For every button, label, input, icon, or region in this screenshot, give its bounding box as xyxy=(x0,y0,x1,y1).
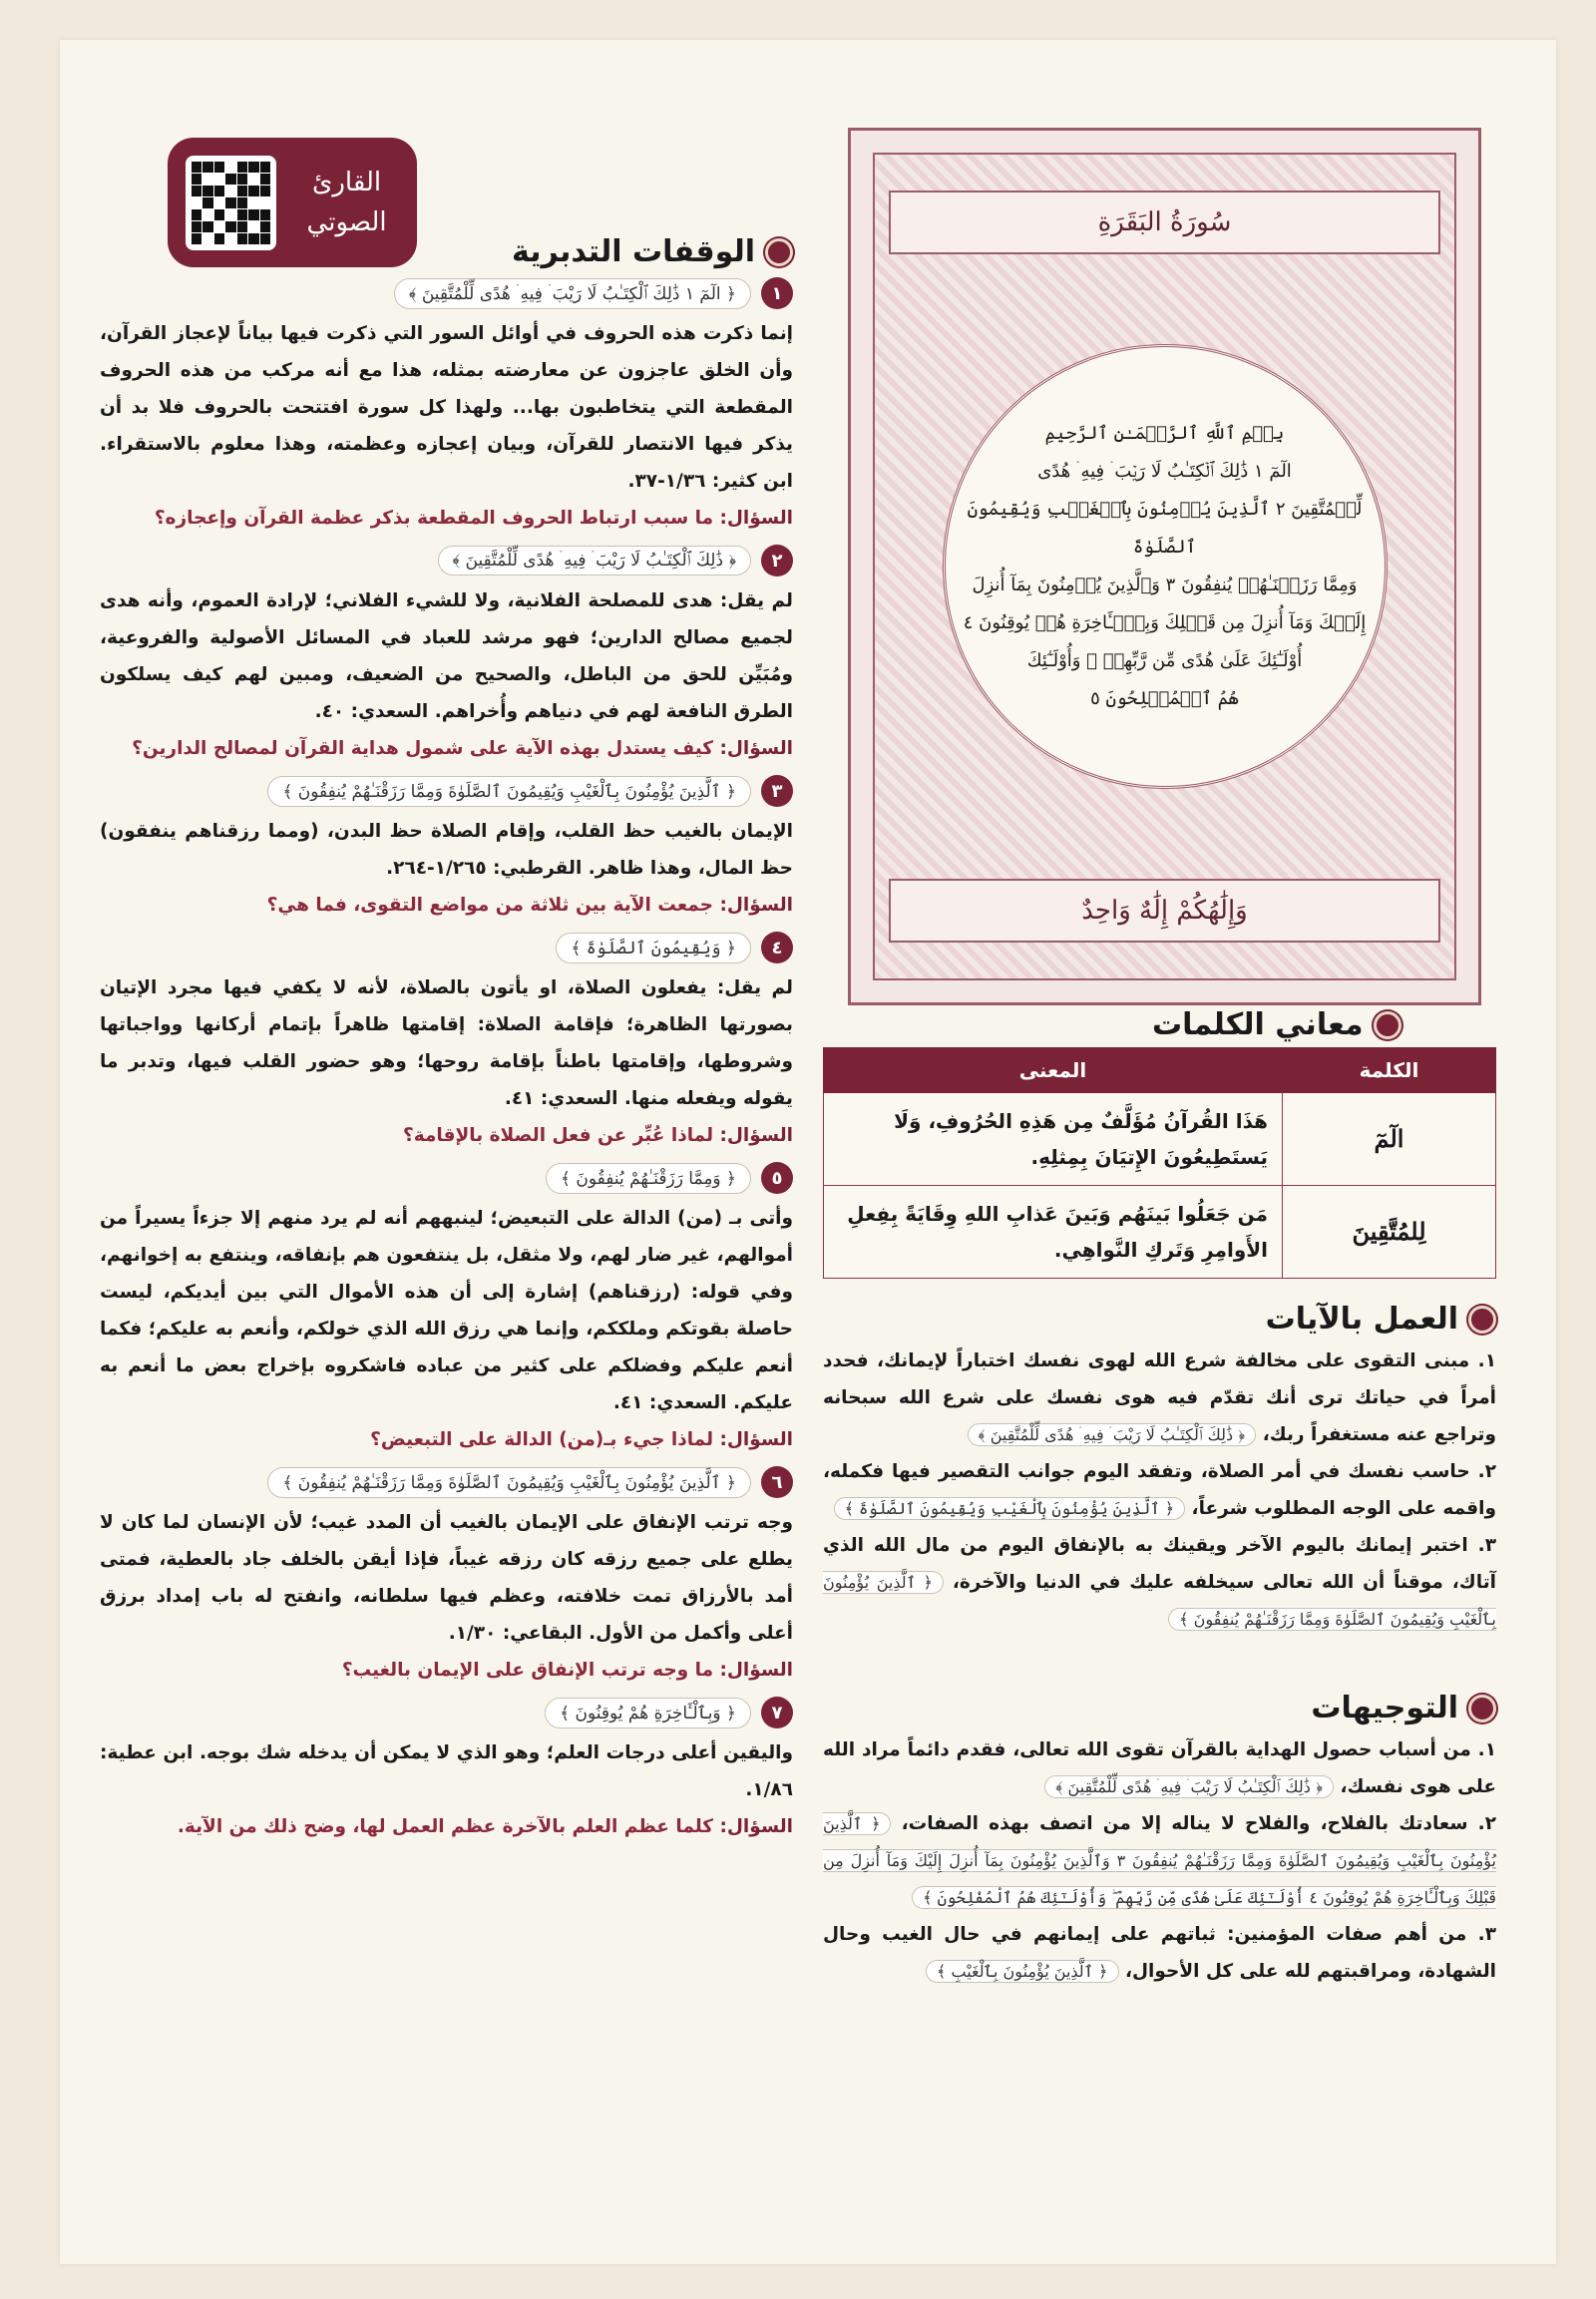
section-bullet-icon xyxy=(1468,1306,1496,1334)
amal-title: العمل بالآيات xyxy=(1265,1302,1458,1337)
question-label: السؤال: xyxy=(719,1660,793,1681)
question-label: السؤال: xyxy=(719,738,793,759)
tadabbur-list xyxy=(100,277,793,1845)
ayah-quote: ﴿ ذَٰلِكَ ٱلْكِتَـٰبُ لَا رَيْبَ ۛ فِيهِ ۛ هُدًى لِّلْمُتَّقِينَ ﴾ xyxy=(1044,1775,1334,1798)
question xyxy=(100,1808,793,1845)
list-item xyxy=(823,1805,1496,1916)
tadabbur-item xyxy=(100,932,793,1154)
question-label: السؤال: xyxy=(719,508,793,529)
item-number: ٤ xyxy=(761,932,793,963)
tawjihat-title: التوجيهات xyxy=(1311,1691,1458,1725)
ayah-line xyxy=(100,1697,793,1728)
section-bullet-icon xyxy=(1374,1011,1401,1039)
question-label: السؤال: xyxy=(719,1429,793,1450)
tadabbur-item xyxy=(100,1697,793,1845)
ayah-quote: ﴿ وَمِمَّا رَزَقْنَـٰهُمْ يُنفِقُونَ ﴾ xyxy=(546,1163,751,1194)
list-item xyxy=(823,1916,1496,1990)
item-number: ٧ xyxy=(761,1697,793,1728)
words-title: معاني الكلمات xyxy=(1152,1007,1364,1042)
ayah-quote: ﴿ ٱلَّذِينَ يُؤْمِنُونَ بِٱلْغَيْبِ وَيُقِيمُونَ ٱلصَّلَوٰةَ وَمِمَّا رَزَقْنَـٰهُمْ يُنفِقُونَ ﴾ xyxy=(267,776,751,807)
meaning-cell: هَذَا القُرآنُ مُؤَلَّفٌ مِن هَذِهِ الحُرُوفِ، وَلَا يَستَطِيعُونَ الإِتيَانَ بِمِثلِهِ. xyxy=(824,1093,1283,1186)
commentary-text: لم يقل: هدى للمصلحة الفلانية، ولا للشيء الفلاني؛ لإرادة العموم، وأنه هدى لجميع مصالح الدارين؛ فهو مرشد للعباد في المسائل الأصولية والفروعية، ومُبَيِّن للحق من الباطل، والصحيح من الضعيف، ومبين لهم كيف يسلكون الطرق النافعة لهم في دنياهم وأُخراهم. السعدي: ٤٠. xyxy=(100,590,793,722)
table-row xyxy=(824,1186,1496,1279)
ayah-quote: ﴿ وَبِٱلْـَٔاخِرَةِ هُمْ يُوقِنُونَ ﴾ xyxy=(545,1698,751,1728)
sura-footer-band xyxy=(889,879,1440,943)
question-text: كيف يستدل بهذه الآية على شمول هداية القرآن لمصالح الدارين؟ xyxy=(132,738,714,759)
amal-header xyxy=(823,1302,1496,1337)
question-text: ما سبب ارتباط الحروف المقطعة بذكر عظمة القرآن وإعجازه؟ xyxy=(154,508,714,529)
words-table xyxy=(823,1047,1496,1279)
question-label: السؤال: xyxy=(719,1125,793,1146)
ayah-line xyxy=(100,1466,793,1498)
sura-title: سُورَةُ البَقَرَةِ xyxy=(1097,207,1232,237)
sura-text-circle xyxy=(943,344,1388,789)
question xyxy=(100,1117,793,1154)
commentary-text: واليقين أعلى درجات العلم؛ وهو الذي لا يمكن أن يدخله شك بوجه. ابن عطية: ١/٨٦. xyxy=(100,1742,793,1800)
audio-reader-label-line1: القارئ xyxy=(311,168,382,197)
sura-footer: وَإِلَٰهُكُمْ إِلَٰهٌ وَاحِدٌ xyxy=(1081,896,1248,926)
tadabbur-header xyxy=(100,234,793,269)
ayah-quote: ﴿ ٱلَّذِينَ يُؤْمِنُونَ بِٱلْغَيْبِ وَيُقِيمُونَ ٱلصَّلَوٰةَ ﴾ xyxy=(834,1497,1186,1520)
question-label: السؤال: xyxy=(719,895,793,916)
ayah-line xyxy=(100,1162,793,1194)
amal-section xyxy=(823,1302,1496,1638)
ayah-quote: ﴿ ذَٰلِكَ ٱلْكِتَـٰبُ لَا رَيْبَ ۛ فِيهِ ۛ هُدًى لِّلْمُتَّقِينَ ﴾ xyxy=(968,1423,1257,1446)
commentary-text: وأتى بـ (من) الدالة على التبعيض؛ لينبههم أنه لم يرد منهم إلا جزءاً يسيراً من أموالهم، غير ضار لهم، ولا مثقل، بل ينتفعون هم بإنفاقه، وينتفع به إخوانهم، وفي قوله: (رزقناهم) إشارة إلى أن هذه الأموال التي بين أيديكم، ليست حاصلة بقوتكم وملككم، وإنما هي رزق الله الذي خولكم، وأنعم به عليكم؛ فكما أنعم عليكم وفضلكم على كثير من عباده فاشكروه بإخراج بعض ما أنعم به عليكم. السعدي: ٤١. xyxy=(100,1208,793,1413)
ayah-quote: ﴿ ٱلَّذِينَ يُؤْمِنُونَ بِٱلْغَيْبِ وَيُقِيمُونَ ٱلصَّلَوٰةَ وَمِمَّا رَزَقْنَـٰهُمْ يُنفِقُونَ ﴾ xyxy=(823,1573,1496,1629)
tadabbur-title: الوقفات التدبرية xyxy=(512,234,755,269)
tawjihat-section xyxy=(823,1691,1496,1990)
item-number: ٦ xyxy=(761,1466,793,1498)
mushaf-frame xyxy=(848,128,1481,1005)
ayah-quote: ﴿ ٱلَّذِينَ يُؤْمِنُونَ بِٱلْغَيْبِ وَيُقِيمُونَ ٱلصَّلَوٰةَ وَمِمَّا رَزَقْنَـٰهُمْ يُنفِقُونَ ٣ وَٱلَّذِينَ يُؤْمِنُونَ بِمَآ أُنزِلَ إِلَيْكَ وَمَآ أُنزِلَ مِن قَبْلِكَ وَبِٱلْـَٔاخِرَةِ هُمْ يُوقِنُونَ ٤ أُوْلَـٰٓئِكَ عَلَىٰ هُدًى مِّن رَّبِّهِمْ ۖ وَأُوْلَـٰٓئِكَ هُمُ ٱلْمُفْلِحُونَ ﴾ xyxy=(823,1814,1496,1907)
col-word: الكلمة xyxy=(1283,1048,1496,1093)
list-item xyxy=(823,1342,1496,1453)
tadabbur-item xyxy=(100,1162,793,1458)
question-text: ما وجه ترتب الإنفاق على الإيمان بالغيب؟ xyxy=(341,1660,714,1681)
ayah-line xyxy=(100,932,793,963)
question-text: كلما عظم العلم بالآخرة عظم العمل لها، وضح ذلك من الآية. xyxy=(177,1816,714,1837)
list-item xyxy=(823,1453,1496,1527)
question-text: جمعت الآية بين ثلاثة من مواضع التقوى، فما هي؟ xyxy=(266,895,714,916)
tawjihat-list xyxy=(823,1731,1496,1990)
tadabbur-item xyxy=(100,277,793,537)
commentary-text: لم يقل: يفعلون الصلاة، او يأتون بالصلاة، لأنه لا يكفي فيها مجرد الإتيان بصورتها الظاهرة؛ فإقامة الصلاة: إقامتها ظاهراً بإتمام أركانها وواجباتها وشروطها، وإقامتها باطناً بإقامة روحها؛ وهو حضور القلب فيها، وتدبر ما يقوله ويفعله منها. السعدي: ٤١. xyxy=(100,977,793,1109)
sura-line: إِلَيۡكَ وَمَآ أُنزِلَ مِن قَبۡلِكَ وَبِٱلۡـَٔاخِرَةِ هُمۡ يُوقِنُونَ ٤ xyxy=(963,612,1367,633)
question-text: لماذا عُبِّر عن فعل الصلاة بالإقامة؟ xyxy=(403,1125,714,1146)
list-item xyxy=(823,1527,1496,1638)
col-meaning: المعنى xyxy=(824,1048,1283,1093)
section-bullet-icon xyxy=(1468,1695,1496,1723)
ayah-quote: ﴿ ٱلَّذِينَ يُؤْمِنُونَ بِٱلْغَيْبِ وَيُقِيمُونَ ٱلصَّلَوٰةَ وَمِمَّا رَزَقْنَـٰهُمْ يُنفِقُونَ ﴾ xyxy=(267,1467,751,1498)
word-cell: لِلمُتَّقِينَ xyxy=(1283,1186,1496,1279)
tadabbur-item xyxy=(100,1466,793,1689)
ayah-quote: ﴿ ٱلَّذِينَ يُؤْمِنُونَ بِٱلْغَيْبِ ﴾ xyxy=(926,1960,1118,1983)
sura-line: أُوْلَـٰٓئِكَ عَلَىٰ هُدًى مِّن رَّبِّهِمۡ ۖ وَأُوْلَـٰٓئِكَ xyxy=(1026,650,1303,671)
amal-list xyxy=(823,1342,1496,1638)
list-item-text: ٣. من أهم صفات المؤمنين: ثباتهم على إيمانهم في حال الغيب وحال الشهادة، ومراقبتهم لله على كل الأحوال، xyxy=(823,1924,1496,1982)
list-item xyxy=(823,1731,1496,1805)
question xyxy=(100,1421,793,1458)
ayah-line xyxy=(100,775,793,807)
item-number: ٥ xyxy=(761,1162,793,1194)
question xyxy=(100,730,793,767)
list-item-text: ٣. اختبر إيمانك باليوم الآخر ويقينك به بالإنفاق اليوم من مال الله الذي آتاك، موقناً أن الله تعالى سيخلفه عليك في الدنيا والآخرة، xyxy=(823,1535,1496,1593)
question xyxy=(100,887,793,924)
tadabbur-column xyxy=(100,234,793,1845)
ayah-quote: ﴿ وَيُقِيمُونَ ٱلصَّلَوٰةَ ﴾ xyxy=(556,933,751,963)
question xyxy=(100,500,793,537)
section-bullet-icon xyxy=(765,238,793,266)
list-item-text: ١. من أسباب حصول الهداية بالقرآن تقوى الله تعالى، فقدم دائماً مراد الله على هوى نفسك، xyxy=(823,1739,1496,1797)
sura-line: هُمُ ٱلۡمُفۡلِحُونَ ٥ xyxy=(1090,688,1239,709)
ayah-quote: ﴿ الٓمٓ ١ ذَٰلِكَ ٱلْكِتَـٰبُ لَا رَيْبَ ۛ فِيهِ ۛ هُدًى لِّلْمُتَّقِينَ ﴾ xyxy=(394,278,751,309)
question-label: السؤال: xyxy=(719,1816,793,1837)
list-item-text: ٢. حاسب نفسك في أمر الصلاة، وتفقد اليوم جوانب التقصير فيها فكمله، واقمه على الوجه المطلوب شرعاً، xyxy=(823,1461,1496,1519)
meaning-cell: مَن جَعَلُوا بَينَهُم وَبَينَ عَذابِ اللهِ وِقَايَةً بِفِعلِ الأَوامِرِ وَتَركِ النَّواهِي. xyxy=(824,1186,1283,1279)
item-number: ١ xyxy=(761,277,793,309)
words-table-header xyxy=(824,1048,1496,1093)
item-number: ٢ xyxy=(761,545,793,576)
audio-reader-label xyxy=(294,163,399,242)
tawjihat-header xyxy=(823,1691,1496,1725)
commentary-text: وجه ترتب الإنفاق على الإيمان بالغيب أن المدد غيب؛ لأن الإنسان لما كان لا يطلع على جميع رزقه كان رزقه غيباً، فإذا أيقن بالخلف جاد بالعطية، فمتى أمد بالأرزاق تمت خلافته، وعظم فيها سلطانه، وانفتح له باب إمداد برزق أعلى وأكمل من الأول. البقاعي: ١/٣٠. xyxy=(100,1512,793,1644)
table-row xyxy=(824,1093,1496,1186)
ayah-quote: ﴿ ذَٰلِكَ ٱلْكِتَـٰبُ لَا رَيْبَ ۛ فِيهِ ۛ هُدًى لِّلْمُتَّقِينَ ﴾ xyxy=(438,546,751,575)
list-item-text: ١. مبنى التقوى على مخالفة شرع الله لهوى نفسك اختباراً لإيمانك، فحدد أمراً في حياتك ترى أنك تقدّم فيه هوى نفسك على شرع الله سبحانه وتراجع عنه مستغفراً ربك، xyxy=(823,1350,1496,1445)
list-item-text: ٢. سعادتك بالفلاح، والفلاح لا يناله إلا من اتصف بهذه الصفات، xyxy=(901,1813,1496,1834)
sura-line: الٓمٓ ١ ذَٰلِكَ ٱلۡكِتَـٰبُ لَا رَيۡبَ ۛ فِيهِ ۛ هُدًى xyxy=(1037,461,1292,482)
tadabbur-item xyxy=(100,775,793,924)
sura-line: لِّلۡمُتَّقِينَ ٢ ٱلَّذِينَ يُؤۡمِنُونَ بِٱلۡغَيۡبِ وَيُقِيمُونَ ٱلصَّلَوٰةَ xyxy=(967,499,1363,558)
commentary-text: الإيمان بالغيب حظ القلب، وإقام الصلاة حظ البدن، (ومما رزقناهم ينفقون) حظ المال، وهذا ظاهر. القرطبي: ١/٢٦٥-٢٦٤. xyxy=(100,821,793,879)
ayah-line xyxy=(100,545,793,576)
tadabbur-item xyxy=(100,545,793,767)
commentary-text: إنما ذكرت هذه الحروف في أوائل السور التي ذكرت فيها بياناً لإعجاز القرآن، وأن الخلق عاجزون عن معارضته بمثله، هذا مع أنه مركب من هذه الحروف المقطعة التي يتخاطبون بها... ولهذا كل سورة افتتحت بالحروف فلا بد أن يذكر فيها الانتصار للقرآن، وبيان إعجازه وعظمته، وهذا معلوم بالاستقراء. ابن كثير: ١/٣٦-٣٧. xyxy=(100,323,793,492)
audio-reader-label-line2: الصوتي xyxy=(306,207,387,237)
item-number: ٣ xyxy=(761,775,793,807)
word-cell: الٓمٓ xyxy=(1283,1093,1496,1186)
ayah-line xyxy=(100,277,793,309)
sura-title-band xyxy=(889,191,1440,254)
sura-line: وَمِمَّا رَزَقۡنَـٰهُمۡ يُنفِقُونَ ٣ وَٱلَّذِينَ يُؤۡمِنُونَ بِمَآ أُنزِلَ xyxy=(972,575,1358,595)
basmala: بِسۡمِ ٱللَّهِ ٱلرَّحۡمَـٰنِ ٱلرَّحِيمِ xyxy=(1044,423,1285,444)
question xyxy=(100,1652,793,1689)
words-header xyxy=(1152,1007,1401,1042)
question-text: لماذا جيء بـ(من) الدالة على التبعيض؟ xyxy=(370,1429,714,1450)
